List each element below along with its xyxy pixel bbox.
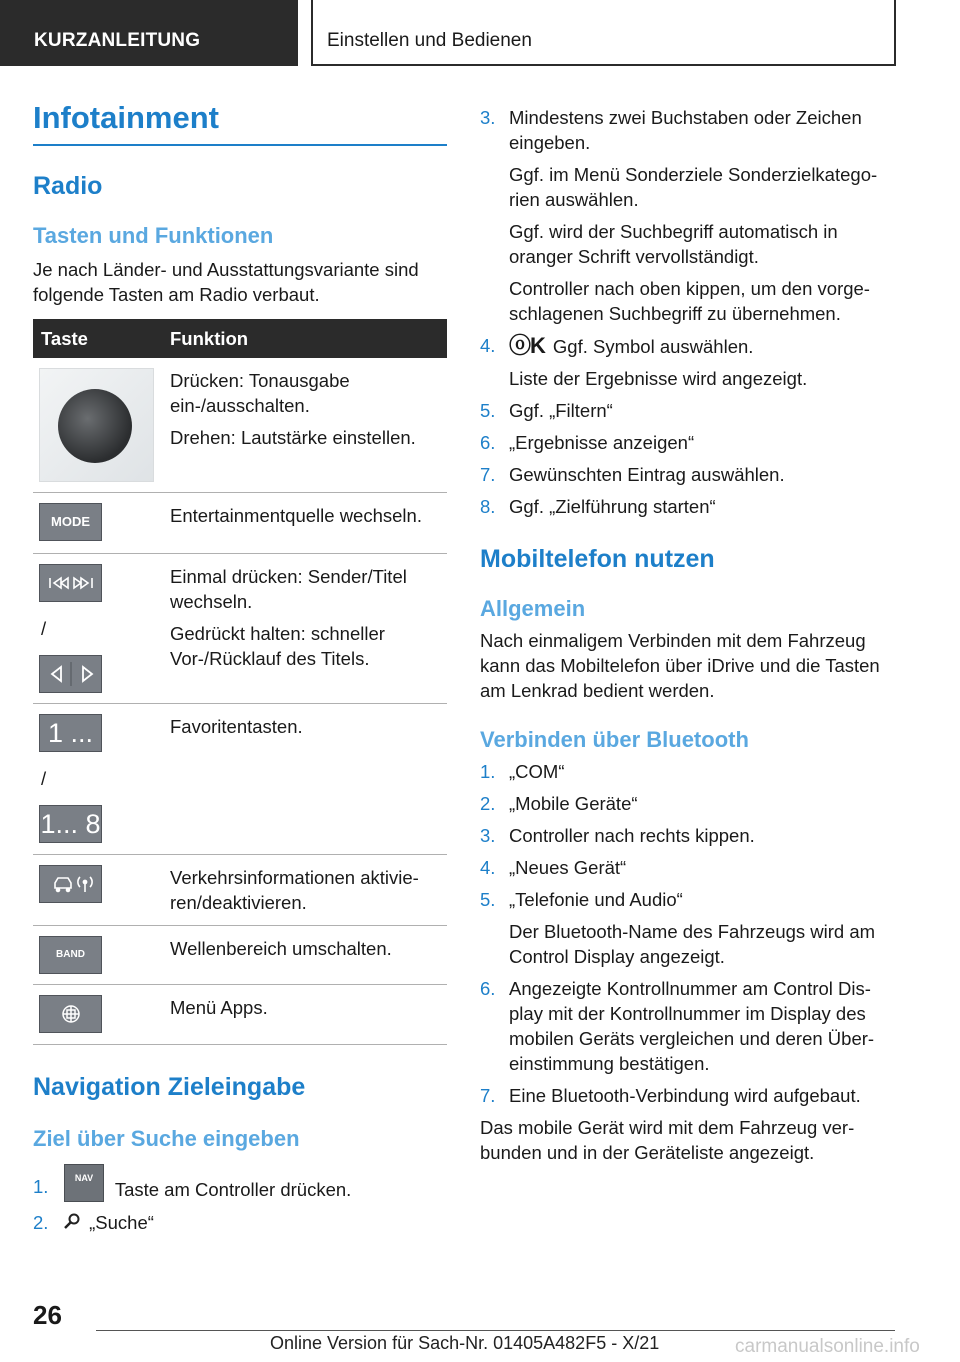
watermark: carmanualsonline.info xyxy=(735,1336,920,1357)
step-text: Taste am Controller drücken. xyxy=(114,1179,352,1200)
list-item xyxy=(480,855,900,880)
table-row xyxy=(33,855,447,926)
step-number: 7. xyxy=(480,464,496,485)
page-number: 26 xyxy=(33,1300,62,1330)
list-item xyxy=(33,1164,447,1202)
search-icon xyxy=(62,1211,84,1237)
table-row xyxy=(33,985,447,1045)
step-note: Ggf. wird der Suchbegriff automatisch in oranger Schrift vervollständigt. xyxy=(509,221,838,267)
traffic-info-icon xyxy=(39,865,102,903)
page-header xyxy=(0,0,960,66)
skip-track-icon xyxy=(39,564,102,602)
step-text: „Ergebnisse anzeigen“ xyxy=(509,432,695,453)
left-column xyxy=(33,100,447,1237)
step-text: Eine Bluetooth-Verbindung wird aufgebaut. xyxy=(509,1085,861,1106)
volume-knob-icon xyxy=(39,368,154,482)
separator: / xyxy=(41,768,47,789)
step-number: 5. xyxy=(480,400,496,421)
step-text: „Neues Gerät“ xyxy=(509,857,627,878)
right-column xyxy=(480,105,900,1165)
radio-subheading: Tasten und Funktionen xyxy=(33,223,274,248)
row-desc: Drehen: Lautstärke einstellen. xyxy=(170,427,416,448)
step-text: Angezeigte Kontrollnummer am Control Dis-play mit der Kontrollnummer im Display des mobilen Geräts vergleichen und deren Über-einstimmung bestätigen. xyxy=(509,978,875,1074)
step-text: „Telefonie und Audio“ xyxy=(509,889,683,910)
footer-divider xyxy=(96,1330,895,1331)
nav-heading: Navigation Zieleingabe xyxy=(33,1073,306,1101)
step-number: 5. xyxy=(480,889,496,910)
mobile-general-text: Nach einmaligem Verbinden mit dem Fahrzeug kann das Mobiltelefon über iDrive und die Tasten am Lenkrad bedient werden. xyxy=(480,630,880,701)
step-text: Controller nach rechts kippen. xyxy=(509,825,755,846)
step-number: 4. xyxy=(480,857,496,878)
mode-button-icon: MODE xyxy=(39,503,102,541)
step-number: 3. xyxy=(480,825,496,846)
row-desc: Drücken: Tonausgabe ein-/ausschalten. xyxy=(170,370,350,416)
apps-icon xyxy=(39,995,102,1033)
table-row xyxy=(33,554,447,704)
list-item xyxy=(480,976,900,1076)
step-number: 6. xyxy=(480,432,496,453)
ok-icon: ⓞK xyxy=(509,333,545,358)
list-item xyxy=(480,105,900,326)
step-text: Mindestens zwei Buchstaben oder Zeichen eingeben. xyxy=(509,107,862,153)
step-text: Ggf. „Filtern“ xyxy=(509,400,613,421)
list-item xyxy=(480,430,900,455)
list-item xyxy=(480,1083,900,1108)
table-header xyxy=(33,319,447,358)
list-item xyxy=(480,791,900,816)
nav-subheading: Ziel über Suche eingeben xyxy=(33,1126,300,1151)
bluetooth-closing-text: Das mobile Gerät wird mit dem Fahrzeug ver-bunden und in der Geräteliste angezeigt. xyxy=(480,1117,855,1163)
mobile-heading: Mobiltelefon nutzen xyxy=(480,545,715,573)
list-item xyxy=(480,398,900,423)
band-button-icon: BAND xyxy=(39,936,102,974)
col-taste: Taste xyxy=(33,319,162,358)
step-text: Ggf. Symbol auswählen. xyxy=(552,336,754,357)
step-number: 1. xyxy=(480,761,496,782)
step-text: „Mobile Geräte“ xyxy=(509,793,638,814)
row-desc: Menü Apps. xyxy=(170,997,268,1018)
nav-steps-list xyxy=(33,1164,447,1237)
step-number: 2. xyxy=(480,793,496,814)
table-row xyxy=(33,704,447,855)
step-text: Gewünschten Eintrag auswählen. xyxy=(509,464,785,485)
list-item xyxy=(480,333,900,391)
mobile-general-heading: Allgemein xyxy=(480,596,586,621)
separator: / xyxy=(41,618,47,639)
step-number: 6. xyxy=(480,978,496,999)
chapter-tab: Einstellen und Bedienen xyxy=(311,0,896,66)
favorite-buttons-7-icon: 1 ... 7 xyxy=(39,714,102,752)
section-tab: KURZANLEITUNG xyxy=(0,0,298,66)
table-row xyxy=(33,493,447,554)
step-note: Controller nach oben kippen, um den vorge-schlagenen Suchbegriff zu übernehmen. xyxy=(509,278,870,324)
list-item xyxy=(33,1210,447,1237)
step-text: „COM“ xyxy=(509,761,565,782)
step-number: 8. xyxy=(480,496,496,517)
table-row xyxy=(33,358,447,493)
list-item xyxy=(480,887,900,969)
col-funktion: Funktion xyxy=(162,319,447,358)
row-desc: Gedrückt halten: schneller Vor-/Rücklauf des Titels. xyxy=(170,623,385,669)
step-number: 4. xyxy=(480,335,496,356)
list-item xyxy=(480,823,900,848)
step-note: Ggf. im Menü Sonderziele Sonderzielkatego-rien auswählen. xyxy=(509,164,878,210)
nav-button-icon: NAV xyxy=(64,1164,104,1202)
radio-intro: Je nach Länder- und Ausstattungsvariante sind folgende Tasten am Radio verbaut. xyxy=(33,259,419,305)
radio-buttons-table xyxy=(33,319,447,1045)
table-row xyxy=(33,926,447,985)
step-number: 1. xyxy=(33,1176,49,1197)
radio-heading: Radio xyxy=(33,172,103,200)
row-desc: Entertainmentquelle wechseln. xyxy=(170,505,422,526)
bluetooth-heading: Verbinden über Bluetooth xyxy=(480,727,749,752)
arrow-buttons-icon xyxy=(39,655,102,693)
step-note: Liste der Ergebnisse wird angezeigt. xyxy=(509,368,808,389)
bluetooth-steps-list xyxy=(480,759,900,1108)
list-item xyxy=(480,759,900,784)
row-desc: Verkehrsinformationen aktivie-ren/deaktivieren. xyxy=(170,867,419,913)
step-number: 2. xyxy=(33,1212,49,1233)
page-title: Infotainment xyxy=(33,100,447,146)
step-note: Der Bluetooth-Name des Fahrzeugs wird am Control Display angezeigt. xyxy=(509,921,876,967)
step-text: Ggf. „Zielführung starten“ xyxy=(509,496,716,517)
step-text: „Suche“ xyxy=(89,1212,154,1233)
step-number: 3. xyxy=(480,107,496,128)
list-item xyxy=(480,462,900,487)
row-desc: Favoritentasten. xyxy=(170,716,303,737)
favorite-buttons-8-icon: 1... 8 xyxy=(39,805,102,843)
row-desc: Einmal drücken: Sender/Titel wechseln. xyxy=(170,566,407,612)
footer-text: Online Version für Sach-Nr. 01405A482F5 - X/21 xyxy=(270,1333,660,1353)
step-number: 7. xyxy=(480,1085,496,1106)
list-item xyxy=(480,494,900,519)
nav-steps-continued xyxy=(480,105,900,519)
row-desc: Wellenbereich umschalten. xyxy=(170,938,392,959)
